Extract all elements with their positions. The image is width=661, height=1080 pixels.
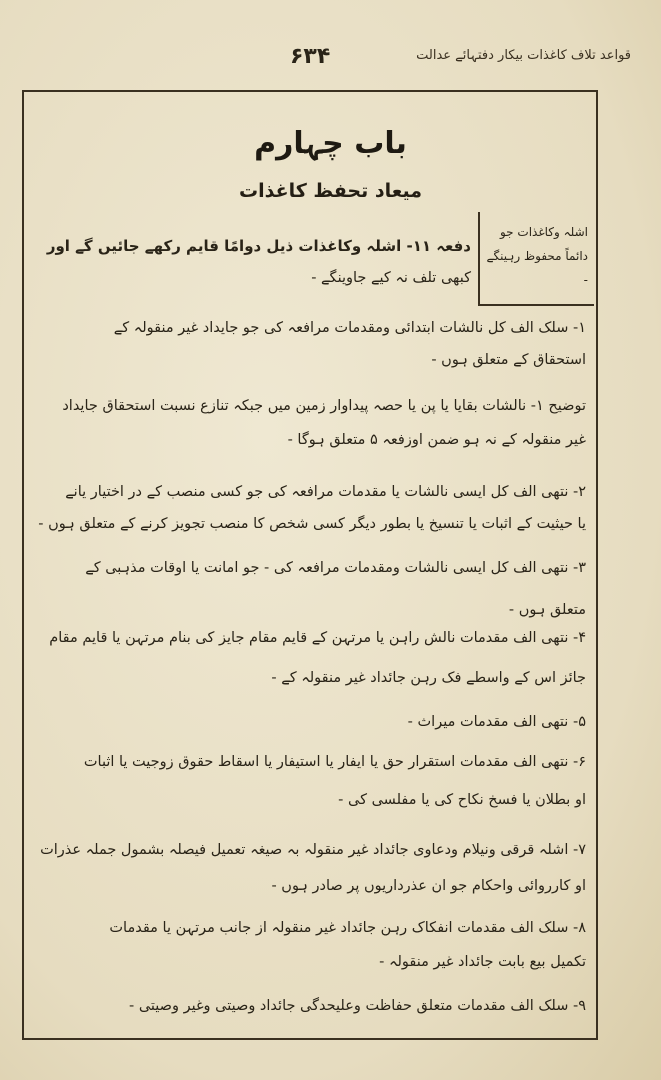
clause-1-line-2: استحقاق کے متعلق ہوں - — [431, 352, 586, 368]
clause-1-line-1: ۱- سلک الف کل نالشات ابتدائی ومقدمات مرافعہ کی جو جایداد غیر منقولہ کے — [113, 320, 586, 336]
section-intro-line-1 — [46, 236, 471, 256]
clause-7-line-2: او کارروائی واحکام جو ان عذرداریوں پر صادر ہوں - — [271, 878, 586, 894]
margin-note: اشلہ وکاغذات جو دائماً محفوظ رہینگے - — [478, 212, 594, 306]
section-heading: دفعہ ۱۱- — [406, 237, 471, 255]
explanation-1-line-1: توضیح ۱- نالشات بقایا یا پن یا حصہ پیداوار زمین میں جبکہ تنازع نسبت استحقاق جایداد — [62, 398, 586, 414]
clause-4-line-1: ۴- نتھی الف مقدمات نالش راہن یا مرتہن کے قایم مقام جایز کی بنام مرتہن یا قایم مقام — [49, 630, 586, 646]
clause-3-line-1: ۳- نتھی الف کل ایسی نالشات ومقدمات مرافعہ کی - جو امانت یا اوقات مذہبی کے — [85, 560, 586, 576]
clause-6-line-1: ۶- نتھی الف مقدمات استقرار حق یا ایفار یا استیفار یا اسقاط حقوق زوجیت یا اثبات — [83, 754, 586, 770]
page-number: ۶۳۴ — [290, 44, 331, 69]
clause-3-line-2: متعلق ہوں - — [508, 602, 586, 618]
clause-2-line-1: ۲- نتھی الف کل ایسی نالشات یا مقدمات مرافعہ کی جو کسی منصب کے در اختیار یانے — [65, 484, 586, 500]
clause-8-line-1: ۸- سلک الف مقدمات انفکاک رہن جائداد غیر منقولہ از جانب مرتہن یا مقدمات — [109, 920, 586, 936]
section-intro-text: اشلہ وکاغذات ذیل دوامًا قایم رکھے جائیں گے اور — [46, 237, 402, 255]
explanation-1-line-2: غیر منقولہ کے نہ ہو ضمن اوزفعہ ۵ متعلق ہوگا - — [287, 432, 586, 448]
clause-2-line-2: یا حیثیت کے اثبات یا تنسیخ یا بطور دیگر کسی شخص کا منصب تجویز کرنے کے متعلق ہوں - — [38, 516, 586, 532]
clause-6-line-2: او بطلان یا فسخ نکاح کی یا مفلسی کی - — [338, 792, 586, 808]
clause-4-line-2: جائز اس کے واسطے فک رہن جائداد غیر منقولہ کے - — [271, 670, 586, 686]
clause-9-line: ۹- سلک الف مقدمات متعلق حفاظت وعلیحدگی جائداد وصیتی وغیر وصیتی - — [129, 998, 586, 1014]
clause-5-line: ۵- نتھی الف مقدمات میراث - — [407, 714, 586, 730]
clause-7-line-1: ۷- اشلہ قرقی ونیلام ودعاوی جائداد غیر منقولہ بہ صیغہ تعمیل فیصلہ بشمول جملہ عذرات — [40, 842, 586, 858]
section-intro-line-2: کبھی تلف نہ کیے جاوینگے - — [311, 270, 471, 286]
clause-8-line-2: تکمیل بیع بابت جائداد غیر منقولہ - — [379, 954, 586, 970]
chapter-subtitle: میعاد تحفظ کاغذات — [239, 180, 422, 202]
chapter-title: باب چہارم — [254, 126, 407, 161]
running-head: قواعد تلاف کاغذات بیکار دفتہائے عدالت — [416, 48, 631, 63]
